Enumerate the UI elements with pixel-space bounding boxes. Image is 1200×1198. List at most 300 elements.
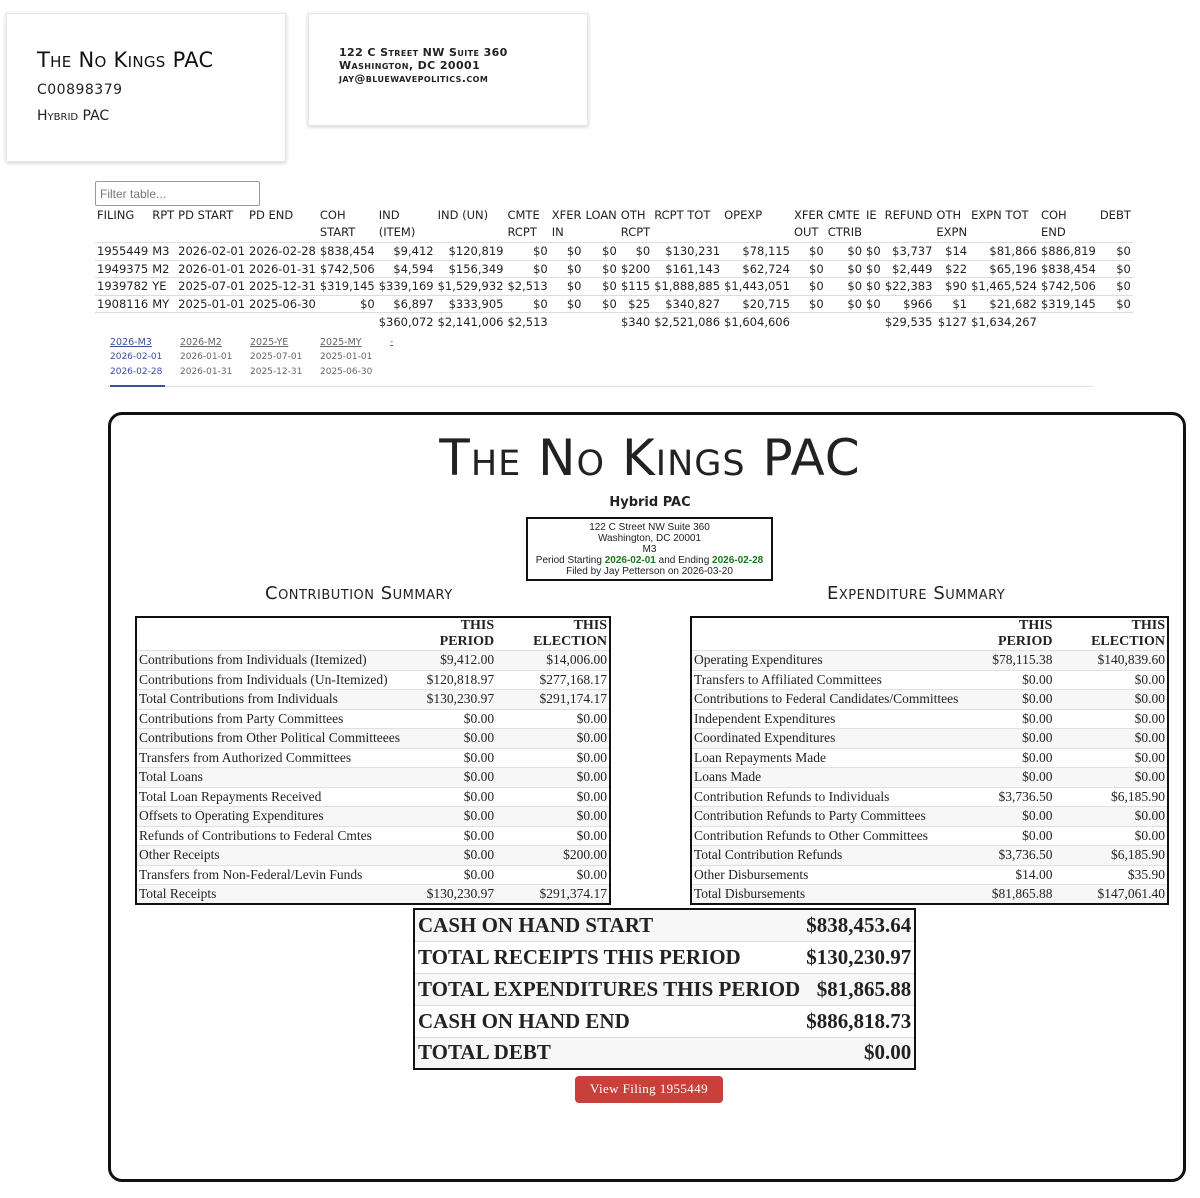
table-cell: YE (150, 278, 176, 296)
summary-period-value: $0.00 (402, 729, 496, 749)
column-header-line1: DEBT (1099, 208, 1131, 222)
table-cell: $90 (934, 278, 969, 296)
cash-label: CASH ON HAND END (414, 1005, 803, 1037)
column-header-line1: XFER (551, 208, 582, 222)
summary-label: Offsets to Operating Expenditures (136, 807, 402, 827)
cash-row (414, 909, 915, 941)
column-header-line1: OTH (620, 208, 646, 222)
column-header[interactable] (1039, 206, 1098, 243)
total-cell: $127 (934, 313, 969, 331)
summary-row (691, 709, 1168, 729)
summary-row (691, 787, 1168, 807)
table-cell: $0 (826, 295, 864, 313)
table-cell: $200 (619, 260, 652, 278)
column-header[interactable] (436, 206, 506, 243)
table-cell: $0 (1098, 295, 1133, 313)
summary-election-value: $291,174.17 (496, 690, 610, 710)
total-cell (176, 313, 247, 331)
summary-election-value: $0.00 (1054, 826, 1168, 846)
summary-label: Transfers to Affiliated Committees (691, 670, 961, 690)
table-cell: 2025-12-31 (249, 279, 316, 294)
summary-period-value: $130,230.97 (402, 690, 496, 710)
filings-table (95, 206, 1133, 330)
summary-row (136, 729, 610, 749)
summary-period-value: $0.00 (961, 670, 1054, 690)
table-cell: $0 (550, 260, 584, 278)
table-cell: $0 (866, 261, 881, 276)
table-cell: $0 (1098, 278, 1133, 296)
total-cell (95, 313, 150, 331)
summary-row (136, 846, 610, 866)
total-cell (1039, 313, 1098, 331)
summary-period-value: $0.00 (961, 748, 1054, 768)
summary-election-value: $0.00 (496, 826, 610, 846)
tab-start: 2026-02-01 (110, 352, 163, 362)
summary-period-value: $0.00 (402, 807, 496, 827)
table-cell: 1955449 (97, 244, 149, 259)
table-cell: $0 (866, 279, 881, 294)
column-header[interactable] (864, 206, 883, 243)
committee-type: Hybrid PAC (37, 108, 110, 124)
cash-value: $886,818.73 (803, 1005, 915, 1037)
report-subtitle: Hybrid PAC (609, 495, 691, 510)
summary-row (136, 787, 610, 807)
total-cell: $1,634,267 (971, 314, 1037, 329)
table-cell: $886,819 (1040, 244, 1096, 259)
table-cell: $0 (826, 243, 864, 261)
column-header[interactable] (505, 206, 549, 243)
summary-election-value: $0.00 (496, 729, 610, 749)
email[interactable]: jay@bluewavepolitics.com (339, 72, 489, 85)
summary-election-value: $0.00 (1054, 670, 1168, 690)
tab-label: 2026-M2 (180, 337, 222, 348)
table-cell: 2025-06-30 (249, 296, 316, 311)
table-cell: 2025-01-01 (178, 296, 246, 311)
summary-row (136, 885, 610, 905)
summary-label: Transfers from Non-Federal/Levin Funds (136, 865, 402, 885)
summary-period-value: $9,412.00 (402, 651, 496, 671)
summary-row (136, 670, 610, 690)
summary-election-value: $6,185.90 (1054, 846, 1168, 866)
summary-period-value: $0.00 (961, 768, 1054, 788)
table-cell: 2026-02-28 (249, 244, 316, 259)
table-cell: 2026-01-31 (249, 261, 316, 276)
report-filed-by: Filed by Jay Petterson on 2026-03-20 (566, 566, 733, 577)
column-header[interactable] (652, 206, 722, 243)
cash-value: $838,453.64 (803, 909, 915, 941)
table-row[interactable] (95, 243, 1133, 261)
cash-row (414, 1005, 915, 1037)
summary-row (691, 651, 1168, 671)
summary-row (691, 690, 1168, 710)
table-cell: $0 (505, 243, 549, 261)
total-cell (150, 313, 176, 331)
table-cell: $115 (619, 278, 652, 296)
committee-id: C00898379 (37, 82, 123, 98)
column-header-line1: LOAN (585, 208, 617, 222)
cash-value: $130,230.97 (803, 941, 915, 973)
table-cell: $161,143 (652, 260, 722, 278)
table-cell: M2 (150, 260, 176, 278)
tab-end: 2026-02-28 (110, 367, 163, 377)
table-cell: $25 (619, 295, 652, 313)
summary-election-value: $0.00 (496, 768, 610, 788)
table-cell: $0 (792, 278, 826, 296)
total-cell (247, 313, 318, 331)
summary-period-value: $0.00 (961, 807, 1054, 827)
summary-period-value: $0.00 (402, 846, 496, 866)
summary-election-value: $0.00 (496, 748, 610, 768)
column-header[interactable] (619, 206, 652, 243)
table-cell: $0 (866, 244, 881, 259)
total-cell: $2,141,006 (437, 314, 504, 329)
summary-row (691, 865, 1168, 885)
tab-start: 2025-07-01 (250, 352, 303, 362)
address-line2: Washington, DC 20001 (339, 59, 481, 72)
tab-label: 2026-M3 (110, 337, 152, 348)
table-cell: $78,115 (722, 243, 792, 261)
column-header[interactable] (583, 206, 618, 243)
column-header-line1: IND (378, 208, 400, 222)
summary-label: Contribution Refunds to Other Committees (691, 826, 961, 846)
summary-label: Coordinated Expenditures (691, 729, 961, 749)
summary-election-value: $140,839.60 (1054, 651, 1168, 671)
summary-period-value: $0.00 (402, 787, 496, 807)
committee-name: The No Kings PAC (37, 48, 214, 72)
summary-period-value: $3,736.50 (961, 846, 1054, 866)
column-header-line1: PD START (178, 208, 234, 222)
column-header[interactable] (176, 206, 247, 243)
column-header[interactable] (150, 206, 176, 243)
table-row[interactable] (95, 295, 1133, 313)
table-cell: $742,506 (319, 261, 375, 276)
report-info-box (526, 517, 773, 581)
contribution-summary-table: THIS PERIOD THIS ELECTION Contributions from Individuals (Itemized) $9,412.00 $14,006.00 Contributions from Individuals (Un-Itemized) $120,818.97 $277,168.17 Total Contributions from Individuals $130,230.97 $291,174.17 Contributions from Party Committees $0.00 $0.00 Contributions from Other Political Committeees $0.00 $0.00 Transfers from Authorized Committees $0.00 $0.00 Total Loans $0.00 $0.00 Total Loan Repayments Received $0.00 $0.00 Offsets to Operating Expenditures $0.00 $0.00 Refunds of Contributions to Federal Cmtes $0.00 $0.00 Other Receipts $0.00 $200.00 Transfers from Non-Federal/Levin Funds $0.00 $0.00 Total Receipts $130,230.97 $291,374.17 (135, 616, 611, 905)
summary-label: Contributions from Individuals (Un-Itemized) (136, 670, 402, 690)
summary-period-value: $81,865.88 (961, 885, 1054, 905)
column-header-line2: RCPT (507, 225, 537, 239)
tab-start: 2026-01-01 (180, 352, 233, 362)
table-cell: $21,682 (969, 295, 1039, 313)
column-header-line2: OUT (793, 225, 819, 239)
table-cell: 2026-01-01 (178, 261, 246, 276)
table-cell: $319,145 (1040, 296, 1096, 311)
table-cell: $339,169 (378, 279, 434, 294)
tab-more-label: - (390, 337, 394, 347)
view-filing-button[interactable]: View Filing 1955449 (575, 1076, 723, 1103)
filing-tabs (108, 335, 1093, 387)
summary-row (136, 748, 610, 768)
cash-row (414, 973, 915, 1005)
summary-period-value: $0.00 (961, 709, 1054, 729)
summary-election-value: $14,006.00 (496, 651, 610, 671)
summary-election-value: $0.00 (496, 709, 610, 729)
table-cell: M3 (150, 243, 176, 261)
summary-label: Loans Made (691, 768, 961, 788)
table-row[interactable] (95, 260, 1133, 278)
table-cell: $22,383 (883, 278, 935, 296)
table-cell: $62,724 (722, 260, 792, 278)
table-cell: $1 (934, 295, 969, 313)
summary-label: Other Disbursements (691, 865, 961, 885)
column-header-line2: (ITEM) (378, 225, 416, 239)
table-cell: $2,513 (507, 279, 548, 294)
filter-table-input[interactable] (95, 181, 260, 206)
table-cell: $0 (583, 260, 618, 278)
summary-election-value: $0.00 (1054, 709, 1168, 729)
summary-label: Total Contributions from Individuals (136, 690, 402, 710)
total-cell (1098, 313, 1133, 331)
expenditure-summary-table: THIS PERIOD THIS ELECTION Operating Expenditures $78,115.38 $140,839.60 Transfers to Affiliated Committees $0.00 $0.00 Contributions to Federal Candidates/Committees $0.00 $0.00 Independent Expenditures $0.00 $0.00 Coordinated Expenditures $0.00 $0.00 Loan Repayments Made $0.00 $0.00 Loans Made $0.00 $0.00 Contribution Refunds to Individuals $3,736.50 $6,185.90 Contribution Refunds to Party Committees $0.00 $0.00 Contribution Refunds to Other Committees $0.00 $0.00 Total Contribution Refunds $3,736.50 $6,185.90 Other Disbursements $14.00 $35.90 Total Disbursements $81,865.88 $147,061.40 (690, 616, 1169, 905)
table-cell: $0 (792, 295, 826, 313)
summary-period-value: $78,115.38 (961, 651, 1054, 671)
table-cell: $2,449 (883, 260, 935, 278)
column-header-line2: END (1040, 225, 1066, 239)
table-cell: $130,231 (652, 243, 722, 261)
tab-start: 2025-01-01 (320, 352, 373, 362)
table-cell: $0 (1098, 243, 1133, 261)
summary-label: Independent Expenditures (691, 709, 961, 729)
summary-label: Contributions to Federal Candidates/Committees (691, 690, 961, 710)
total-cell: $340 (619, 313, 652, 331)
column-header-line1: COH (319, 208, 346, 222)
summary-period-value: $0.00 (402, 826, 496, 846)
table-cell: 1908116 (97, 296, 149, 311)
column-header-line2: RCPT (620, 225, 651, 239)
total-cell: $2,521,086 (654, 314, 721, 329)
column-header[interactable] (792, 206, 826, 243)
summary-label: Contributions from Party Committees (136, 709, 402, 729)
summary-period-value: $0.00 (402, 768, 496, 788)
table-cell: $0 (792, 260, 826, 278)
summary-election-value: $0.00 (496, 807, 610, 827)
table-cell: $742,506 (1040, 279, 1096, 294)
column-header[interactable] (934, 206, 969, 243)
cash-row (414, 941, 915, 973)
table-cell: $0 (826, 278, 864, 296)
table-cell: $14 (934, 243, 969, 261)
tab-label: 2025-MY (320, 337, 362, 348)
column-header[interactable] (95, 206, 150, 243)
table-cell: 1949375 (97, 261, 149, 276)
summary-row (136, 865, 610, 885)
summary-period-value: $0.00 (402, 709, 496, 729)
column-header-line1: FILING (97, 208, 135, 222)
tab-end: 2026-01-31 (180, 367, 233, 377)
table-cell: $1,465,524 (971, 279, 1037, 294)
table-cell: $65,196 (969, 260, 1039, 278)
summary-label: Contributions from Individuals (Itemized) (136, 651, 402, 671)
table-cell: $319,145 (319, 279, 375, 294)
summary-row (691, 670, 1168, 690)
summary-label: Total Receipts (136, 885, 402, 905)
summary-election-value: $0.00 (1054, 690, 1168, 710)
table-cell: $0 (318, 295, 377, 313)
table-cell: 1939782 (97, 279, 149, 294)
table-cell: $0 (866, 296, 881, 311)
total-cell (583, 313, 618, 331)
cash-label: TOTAL EXPENDITURES THIS PERIOD (414, 973, 803, 1005)
summary-election-value: $0.00 (1054, 768, 1168, 788)
column-header-line2: EXPN (936, 225, 968, 239)
report-period: Period Starting 2026-02-01 and Ending 2026-02-28 (535, 555, 764, 566)
table-cell: $0 (619, 243, 652, 261)
column-header-line1: XFER (793, 208, 824, 222)
table-cell: $838,454 (319, 244, 375, 259)
tab-2026-m3[interactable] (110, 335, 165, 387)
table-cell: $0 (505, 260, 549, 278)
committee-card (6, 13, 286, 162)
table-cell: $156,349 (436, 260, 506, 278)
tab-label: 2025-YE (250, 337, 289, 348)
table-cell: $838,454 (1040, 261, 1096, 276)
total-cell: $360,072 (378, 314, 434, 329)
summary-election-value: $0.00 (496, 787, 610, 807)
summary-election-value: $0.00 (496, 865, 610, 885)
address-line1: 122 C Street NW Suite 360 (339, 46, 508, 59)
total-cell: $1,604,606 (724, 314, 790, 329)
column-header[interactable] (969, 206, 1039, 243)
summary-row (136, 690, 610, 710)
table-cell: $0 (583, 278, 618, 296)
summary-label: Total Loan Repayments Received (136, 787, 402, 807)
summary-row (691, 846, 1168, 866)
cash-value: $81,865.88 (803, 973, 915, 1005)
table-cell: $0 (826, 260, 864, 278)
summary-row (136, 826, 610, 846)
table-cell: $1,443,051 (724, 279, 790, 294)
table-cell: $0 (550, 295, 584, 313)
table-cell: $0 (550, 278, 584, 296)
summary-period-value: $130,230.97 (402, 885, 496, 905)
table-cell: 2026-02-01 (178, 244, 246, 259)
summary-row (136, 807, 610, 827)
summary-election-value: $6,185.90 (1054, 787, 1168, 807)
summary-row (136, 768, 610, 788)
report-title: The No Kings PAC (439, 429, 861, 487)
table-cell: $3,737 (883, 243, 935, 261)
summary-label: Total Disbursements (691, 885, 961, 905)
tab-2025-ye[interactable] (250, 335, 305, 380)
summary-row (691, 885, 1168, 905)
summary-label: Total Contribution Refunds (691, 846, 961, 866)
summary-label: Contribution Refunds to Individuals (691, 787, 961, 807)
totals-row (95, 313, 1133, 331)
column-header[interactable] (1098, 206, 1133, 243)
column-header[interactable] (826, 206, 864, 243)
report-panel (108, 412, 1186, 1182)
expenditure-summary-title: Expenditure Summary (827, 583, 1006, 604)
table-cell: $22 (934, 260, 969, 278)
table-cell: $966 (883, 295, 935, 313)
table-cell: $340,827 (652, 295, 722, 313)
column-header-line2: IN (551, 225, 564, 239)
table-cell: $0 (583, 295, 618, 313)
cash-label: TOTAL DEBT (414, 1037, 803, 1069)
report-code: M3 (642, 544, 657, 555)
summary-election-value: $0.00 (1054, 807, 1168, 827)
table-cell: $120,819 (436, 243, 506, 261)
summary-row (691, 807, 1168, 827)
column-header-line1: REFUND (884, 208, 933, 222)
tab-2025-my[interactable] (320, 335, 375, 380)
table-row[interactable] (95, 278, 1133, 296)
table-cell: $20,715 (722, 295, 792, 313)
column-header-line1: OPEXP (724, 208, 763, 222)
column-header-line1: RCPT TOT (654, 208, 711, 222)
total-cell: $2,513 (507, 314, 548, 329)
table-cell: $9,412 (377, 243, 436, 261)
table-cell: $0 (1098, 260, 1133, 278)
table-cell: $4,594 (377, 260, 436, 278)
column-header-line1: OTH (936, 208, 962, 222)
total-cell (550, 313, 584, 331)
summary-election-value: $0.00 (1054, 748, 1168, 768)
summary-election-value: $147,061.40 (1054, 885, 1168, 905)
cash-summary-table (413, 908, 916, 1070)
column-header-line1: COH (1040, 208, 1067, 222)
column-header[interactable] (883, 206, 935, 243)
column-header-line1: PD END (249, 208, 294, 222)
column-header[interactable] (247, 206, 318, 243)
tab-2026-m2[interactable] (180, 335, 235, 380)
summary-period-value: $0.00 (961, 826, 1054, 846)
summary-election-value: $277,168.17 (496, 670, 610, 690)
column-header[interactable] (377, 206, 436, 243)
summary-period-value: $0.00 (961, 729, 1054, 749)
address-card (308, 13, 588, 126)
table-cell: $6,897 (377, 295, 436, 313)
summary-election-value: $200.00 (496, 846, 610, 866)
column-header-line1: CMTE (507, 208, 540, 222)
total-cell (318, 313, 377, 331)
column-header-line2: CTRIB (827, 225, 863, 239)
table-cell: $0 (583, 243, 618, 261)
table-cell: $1,529,932 (437, 279, 504, 294)
column-header-line1: IND (UN) (437, 208, 489, 222)
summary-label: Total Loans (136, 768, 402, 788)
summary-row (136, 709, 610, 729)
summary-label: Loan Repayments Made (691, 748, 961, 768)
total-cell (792, 313, 826, 331)
summary-label: Contributions from Other Political Committeees (136, 729, 402, 749)
summary-period-value: $0.00 (961, 690, 1054, 710)
summary-period-value: $120,818.97 (402, 670, 496, 690)
table-cell: $1,888,885 (654, 279, 721, 294)
total-cell (864, 313, 883, 331)
tab-more[interactable] (390, 335, 402, 350)
summary-period-value: $0.00 (402, 748, 496, 768)
summary-row (691, 826, 1168, 846)
summary-election-value: $0.00 (1054, 729, 1168, 749)
cash-row (414, 1037, 915, 1069)
column-header[interactable] (318, 206, 377, 243)
column-header[interactable] (722, 206, 792, 243)
cash-label: CASH ON HAND START (414, 909, 803, 941)
tab-end: 2025-06-30 (320, 367, 373, 377)
column-header-line1: CMTE (827, 208, 860, 222)
table-cell: $333,905 (436, 295, 506, 313)
summary-label: Other Receipts (136, 846, 402, 866)
cash-label: TOTAL RECEIPTS THIS PERIOD (414, 941, 803, 973)
summary-row (691, 768, 1168, 788)
column-header-line2: START (319, 225, 356, 239)
summary-label: Operating Expenditures (691, 651, 961, 671)
summary-period-value: $3,736.50 (961, 787, 1054, 807)
table-cell: $0 (505, 295, 549, 313)
summary-period-value: $14.00 (961, 865, 1054, 885)
column-header[interactable] (550, 206, 584, 243)
